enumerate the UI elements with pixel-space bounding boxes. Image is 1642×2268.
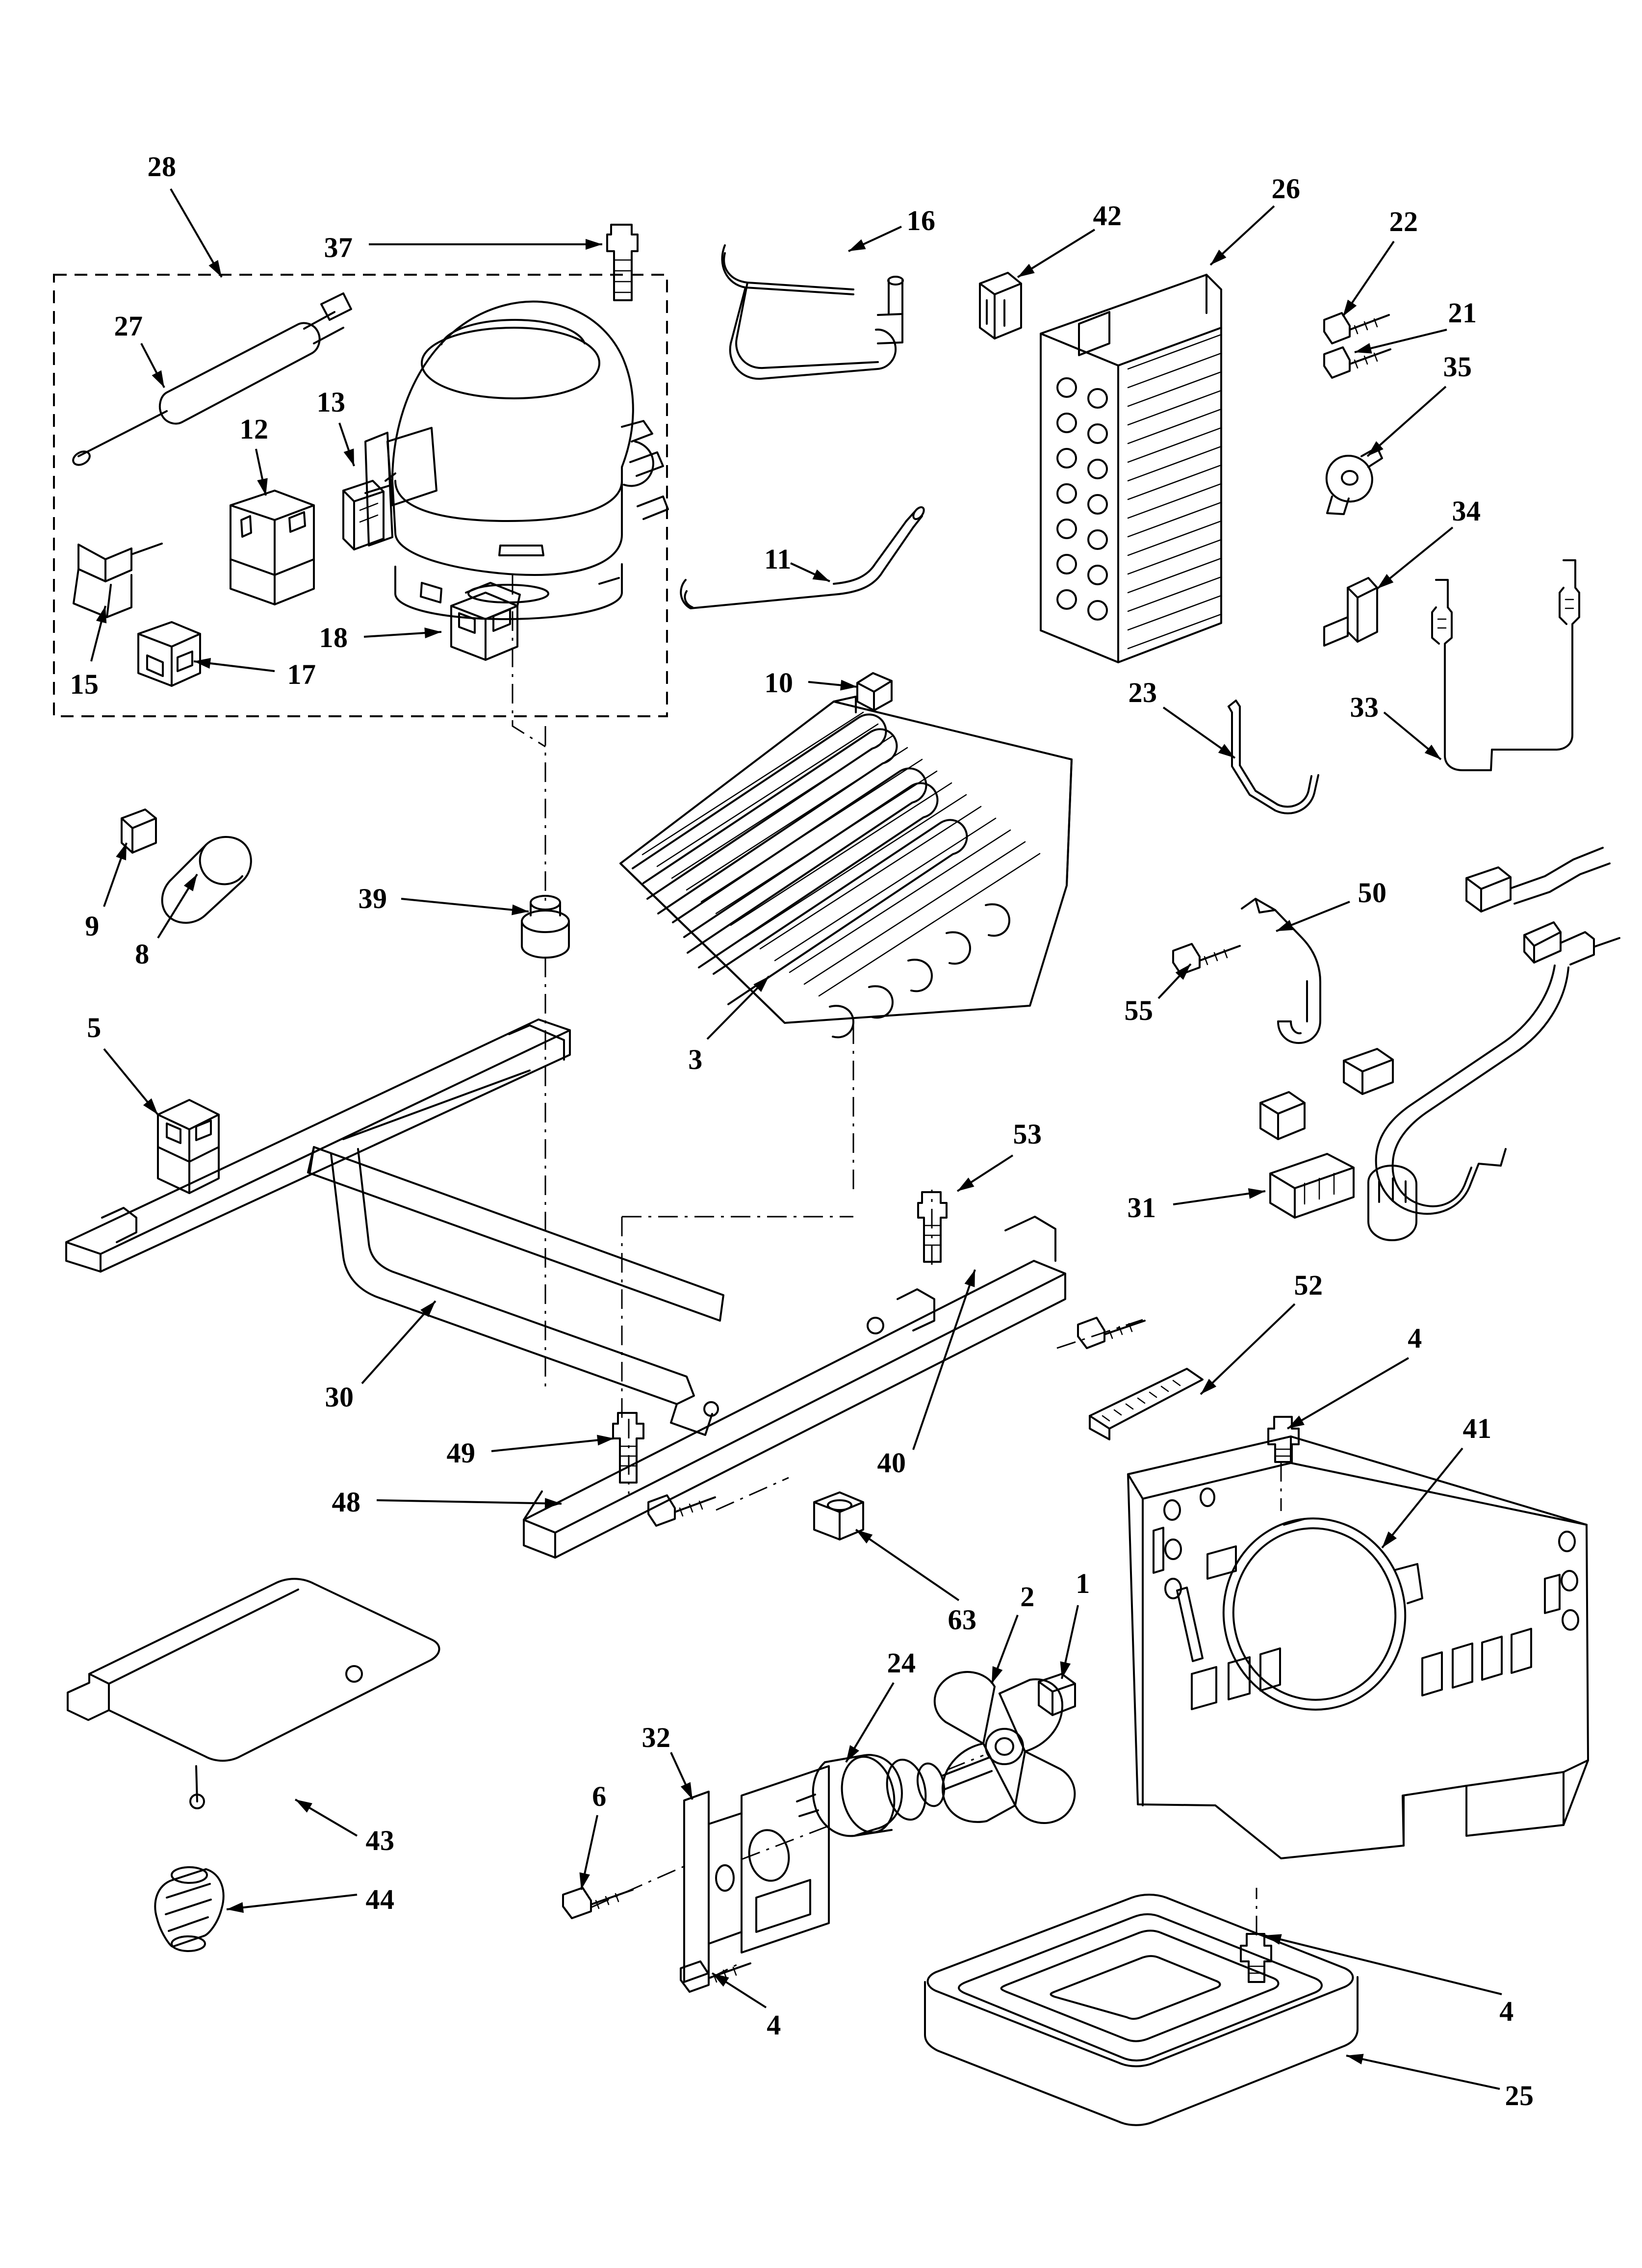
leader-line bbox=[913, 1270, 975, 1450]
leader-line bbox=[1346, 2056, 1500, 2089]
part-42-clip bbox=[980, 273, 1021, 339]
part-compressor-body bbox=[365, 302, 668, 619]
leader-arrowhead bbox=[579, 1872, 590, 1890]
part-17-connector bbox=[138, 622, 200, 686]
part-37-screw bbox=[607, 225, 638, 300]
leader-arrowhead bbox=[813, 570, 830, 581]
callout-number: 21 bbox=[1448, 297, 1477, 329]
leader-arrowhead bbox=[96, 606, 106, 624]
leader-arrowhead bbox=[597, 1435, 614, 1446]
callout-number: 2 bbox=[1020, 1581, 1035, 1613]
part-22-screw bbox=[1324, 313, 1389, 343]
callout-number: 10 bbox=[764, 667, 794, 699]
part-18-cube-connector bbox=[451, 583, 520, 660]
leader-arrowhead bbox=[194, 658, 211, 669]
part-50-hook bbox=[1242, 899, 1320, 1043]
callout-number: 15 bbox=[70, 668, 99, 700]
part-3-condenser-coil bbox=[620, 697, 1072, 1037]
callout-number: 27 bbox=[114, 310, 143, 342]
callout-number: 37 bbox=[324, 232, 353, 263]
callout-number: 30 bbox=[325, 1381, 354, 1413]
part-11-tube bbox=[681, 505, 926, 608]
callout-number: 13 bbox=[316, 386, 346, 418]
part-6-screw bbox=[563, 1888, 633, 1918]
callout-number: 48 bbox=[332, 1486, 361, 1518]
callout-number: 44 bbox=[365, 1883, 395, 1915]
callout-number: 42 bbox=[1093, 200, 1122, 232]
callout-number: 24 bbox=[887, 1647, 916, 1679]
leader-line bbox=[1201, 1304, 1295, 1394]
callout-number: 18 bbox=[319, 622, 348, 653]
part-63-spacer bbox=[814, 1492, 863, 1539]
part-39-grommet bbox=[522, 896, 569, 958]
callout-number: 50 bbox=[1358, 877, 1387, 909]
part-12-relay bbox=[231, 491, 314, 604]
leader-arrowhead bbox=[1276, 920, 1294, 931]
leader-arrowhead bbox=[344, 448, 354, 466]
callout-number: 25 bbox=[1505, 2080, 1534, 2112]
leader-arrowhead bbox=[512, 905, 529, 915]
leader-arrowhead bbox=[227, 1902, 244, 1913]
leader-arrowhead bbox=[1248, 1188, 1265, 1199]
leader-line bbox=[856, 1530, 959, 1600]
callout-number: 23 bbox=[1128, 677, 1157, 708]
leader-line bbox=[401, 899, 529, 912]
callout-number: 8 bbox=[135, 938, 150, 970]
leader-arrowhead bbox=[257, 478, 268, 495]
part-26-evaporator bbox=[1041, 275, 1221, 662]
part-35-grommet bbox=[1327, 447, 1382, 514]
leader-arrowhead bbox=[184, 874, 197, 891]
leader-arrowhead bbox=[1264, 1934, 1282, 1945]
assembly-centerlines bbox=[513, 575, 1281, 1978]
callout-number: 4 bbox=[1408, 1322, 1422, 1354]
callout-number: 11 bbox=[764, 543, 792, 575]
callout-number: 5 bbox=[87, 1012, 102, 1043]
leader-arrowhead bbox=[712, 1973, 729, 1987]
part-2-fan-blade bbox=[935, 1672, 1075, 1823]
part-5-corner-bracket bbox=[158, 1100, 219, 1193]
leader-arrowhead bbox=[545, 1498, 562, 1509]
callout-number: 9 bbox=[85, 910, 100, 942]
callout-number: 17 bbox=[287, 658, 316, 690]
leader-arrowhead bbox=[992, 1666, 1002, 1684]
callout-leader-lines bbox=[91, 189, 1502, 2089]
callout-number: 33 bbox=[1350, 691, 1379, 723]
part-24-fan-motor bbox=[797, 1752, 992, 1837]
leader-arrowhead bbox=[1343, 300, 1357, 316]
leader-arrowhead bbox=[965, 1270, 975, 1287]
callout-number: 12 bbox=[239, 413, 269, 445]
callout-number: 55 bbox=[1124, 994, 1154, 1026]
part-16-tube bbox=[722, 245, 903, 379]
callout-number: 6 bbox=[592, 1780, 607, 1812]
leader-arrowhead bbox=[1346, 2054, 1364, 2064]
part-30-base-frame bbox=[66, 1019, 1065, 1558]
callout-number: 4 bbox=[1499, 1995, 1514, 2027]
callout-number: 41 bbox=[1462, 1412, 1492, 1444]
callout-number: 39 bbox=[358, 883, 387, 914]
callout-number: 34 bbox=[1452, 495, 1481, 527]
callout-number: 35 bbox=[1443, 351, 1472, 383]
part-31-wire-harness bbox=[1260, 848, 1619, 1240]
part-33-pin-right bbox=[1491, 560, 1579, 770]
callout-number: 16 bbox=[906, 205, 936, 236]
part-27-dryer-tube bbox=[71, 293, 351, 468]
callout-number: 40 bbox=[877, 1447, 906, 1479]
part-34-bracket bbox=[1324, 578, 1377, 646]
callout-number: 43 bbox=[365, 1825, 395, 1856]
callout-number: 52 bbox=[1294, 1269, 1323, 1301]
leader-arrowhead bbox=[681, 1782, 693, 1799]
leader-arrowhead bbox=[957, 1177, 975, 1191]
part-33-pin-left bbox=[1432, 580, 1491, 770]
callout-number: 49 bbox=[446, 1437, 476, 1469]
part-41-shroud bbox=[1128, 1436, 1588, 1858]
leader-arrowhead bbox=[840, 680, 857, 691]
callout-number: 3 bbox=[688, 1043, 703, 1075]
compressor-assembly-dashed-box bbox=[54, 275, 667, 716]
part-48-screw bbox=[648, 1495, 715, 1526]
callout-number: 32 bbox=[641, 1721, 671, 1753]
part-52-strip bbox=[1090, 1369, 1203, 1439]
leader-line bbox=[491, 1438, 614, 1451]
callout-number: 22 bbox=[1389, 206, 1418, 237]
leader-arrowhead bbox=[1018, 264, 1035, 277]
callout-number: 63 bbox=[948, 1604, 977, 1636]
leader-arrowhead bbox=[856, 1530, 872, 1543]
leader-arrowhead bbox=[295, 1799, 312, 1813]
part-9-bushing bbox=[122, 809, 156, 853]
part-10-clip bbox=[857, 673, 892, 710]
leader-arrowhead bbox=[116, 843, 127, 860]
leader-arrowhead bbox=[586, 239, 602, 250]
leader-line bbox=[1264, 1935, 1502, 1994]
part-13-clip bbox=[343, 481, 384, 549]
leader-arrowhead bbox=[848, 239, 866, 251]
callout-number: 26 bbox=[1271, 173, 1301, 205]
callout-number: 31 bbox=[1127, 1192, 1156, 1224]
callout-number: 53 bbox=[1013, 1118, 1042, 1150]
leader-line bbox=[1287, 1358, 1409, 1429]
part-23-wire-form bbox=[1229, 701, 1318, 813]
leader-line bbox=[1382, 1448, 1462, 1548]
part-44-spring bbox=[155, 1867, 223, 1951]
part-43-cover-panel bbox=[68, 1579, 439, 1808]
leader-line bbox=[227, 1895, 357, 1909]
leader-arrowhead bbox=[152, 370, 164, 388]
leader-line bbox=[377, 1500, 562, 1504]
part-25-drain-pan bbox=[925, 1895, 1358, 2125]
leader-arrowhead bbox=[1355, 343, 1372, 353]
callout-number: 4 bbox=[767, 2009, 781, 2041]
callout-number: 1 bbox=[1076, 1567, 1090, 1599]
callout-number: 28 bbox=[147, 151, 177, 182]
part-15-wire-clip bbox=[74, 544, 162, 617]
